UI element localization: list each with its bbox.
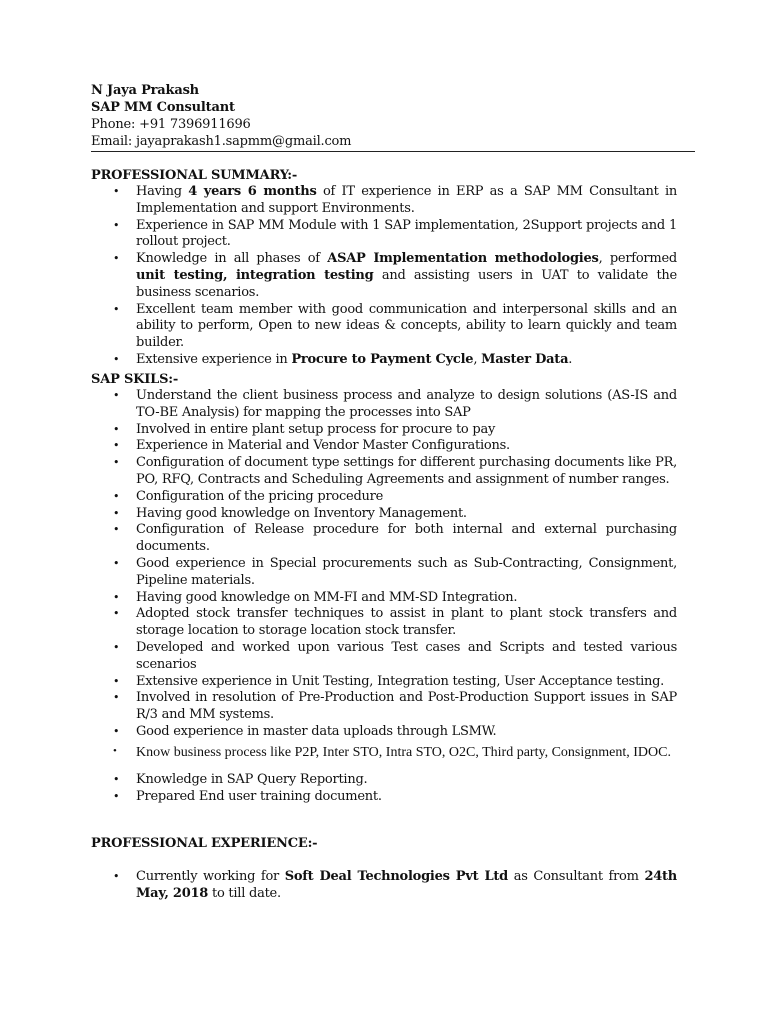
text-run: Having bbox=[136, 184, 189, 199]
bullet-icon: • bbox=[113, 870, 120, 883]
text-run: Excellent team member with good communication and interpersonal skills and an ability to perform, Open to new ideas & concepts, ability to learn quickly and team builder. bbox=[136, 301, 677, 351]
bullet-icon: • bbox=[113, 772, 120, 786]
list-item bbox=[91, 522, 677, 556]
bullet-icon: • bbox=[113, 302, 120, 316]
bullet-icon: • bbox=[113, 252, 120, 266]
skill-text: Having good knowledge on MM-FI and MM-SD Integration. bbox=[136, 589, 518, 605]
bullet-icon: • bbox=[113, 218, 120, 232]
text-run: of IT experience in ERP as a SAP MM Consultant in Implementation and support Environments. bbox=[136, 184, 677, 216]
skill-text: Good experience in Special procurements such as Sub-Contracting, Consignment, Pipeline materials. bbox=[136, 555, 677, 588]
list-item bbox=[91, 422, 677, 439]
text-run: . bbox=[568, 351, 573, 367]
skill-text: Involved in entire plant setup process for procure to pay bbox=[136, 421, 496, 437]
skill-text: Involved in resolution of Pre-Production and Post-Production Support issues in SAP R/3 and MM systems. bbox=[136, 690, 677, 723]
bullet-icon: • bbox=[113, 691, 120, 705]
skills-list bbox=[91, 388, 677, 805]
bullet-icon: • bbox=[113, 590, 120, 604]
list-item bbox=[91, 674, 677, 691]
resume-header bbox=[91, 82, 695, 150]
text-run: Extensive experience in bbox=[136, 351, 292, 367]
bold-text: unit testing, integration testing bbox=[136, 267, 374, 283]
email-line: Email: jayaprakash1.sapmm@gmail.com bbox=[91, 134, 352, 149]
bullet-icon: • bbox=[113, 389, 120, 402]
header-divider bbox=[91, 151, 695, 152]
experience-list bbox=[91, 869, 677, 903]
bullet-icon: • bbox=[113, 674, 120, 688]
bold-text: Soft Deal Technologies Pvt Ltd bbox=[284, 869, 508, 884]
phone-line: Phone: +91 7396911696 bbox=[91, 117, 251, 132]
list-item bbox=[91, 772, 677, 789]
skill-text: Configuration of Release procedure for both internal and external purchasing documents. bbox=[136, 522, 677, 555]
skill-text: Developed and worked upon various Test cases and Scripts and tested various scenarios bbox=[136, 639, 677, 672]
list-item bbox=[91, 556, 677, 590]
skill-text: Configuration of document type settings for different purchasing documents like PR, PO, RFQ, Contracts and Scheduling Agreements and assignment of number ranges. bbox=[136, 455, 677, 487]
list-item bbox=[91, 640, 677, 674]
list-item bbox=[91, 724, 677, 741]
bullet-icon: • bbox=[113, 789, 120, 803]
bullet-icon: • bbox=[113, 489, 120, 503]
text-run: Experience in SAP MM Module with 1 SAP implementation, 2Support projects and 1 rollout project. bbox=[136, 217, 677, 250]
summary-heading: PROFESSIONAL SUMMARY:- bbox=[91, 168, 298, 183]
bold-text: ASAP Implementation methodologies bbox=[327, 251, 599, 267]
skill-text: Configuration of the pricing procedure bbox=[136, 488, 384, 504]
list-item bbox=[91, 352, 677, 369]
list-item bbox=[91, 690, 677, 724]
list-item bbox=[91, 218, 677, 252]
bullet-icon: • bbox=[113, 724, 120, 738]
summary-list bbox=[91, 184, 677, 369]
bullet-icon: • bbox=[113, 744, 117, 757]
text-run: and assisting users in UAT to validate the business scenarios. bbox=[136, 267, 677, 300]
list-item bbox=[91, 455, 677, 489]
text-run: Knowledge in all phases of bbox=[136, 251, 328, 267]
skill-text: Adopted stock transfer techniques to assist in plant to plant stock transfers and storage location to storage location stock transfer. bbox=[136, 606, 677, 639]
list-item bbox=[91, 743, 677, 763]
skill-text: Knowledge in SAP Query Reporting. bbox=[136, 771, 368, 787]
experience-heading: PROFESSIONAL EXPERIENCE:- bbox=[91, 836, 318, 851]
bullet-icon: • bbox=[113, 456, 120, 470]
text-run: , bbox=[473, 351, 482, 367]
candidate-role: SAP MM Consultant bbox=[91, 100, 235, 115]
bullet-icon: • bbox=[113, 352, 120, 366]
list-item bbox=[91, 506, 677, 523]
skill-text: Having good knowledge on Inventory Management. bbox=[136, 505, 467, 521]
list-item bbox=[91, 590, 677, 607]
bullet-icon: • bbox=[113, 439, 120, 453]
text-run: as Consultant from bbox=[508, 869, 645, 884]
bold-text: 4 years 6 months bbox=[188, 184, 317, 199]
list-item bbox=[91, 388, 677, 422]
list-item bbox=[91, 869, 677, 903]
list-item bbox=[91, 606, 677, 640]
bullet-icon: • bbox=[113, 640, 120, 654]
skill-text: Extensive experience in Unit Testing, Integration testing, User Acceptance testing. bbox=[136, 673, 665, 689]
skills-heading: SAP SKILS:- bbox=[91, 372, 179, 387]
bullet-icon: • bbox=[113, 556, 120, 570]
list-item bbox=[91, 438, 677, 455]
skill-text: Prepared End user training document. bbox=[136, 788, 382, 804]
bullet-icon: • bbox=[113, 422, 120, 436]
skill-text: Know business process like P2P, Inter STO, Intra STO, O2C, Third party, Consignment, IDOC. bbox=[136, 744, 671, 760]
skill-text: Experience in Material and Vendor Master Configurations. bbox=[136, 438, 510, 454]
bold-text: Procure to Payment Cycle bbox=[291, 351, 474, 367]
list-item bbox=[91, 789, 677, 806]
skill-text: Good experience in master data uploads through LSMW. bbox=[136, 723, 497, 739]
list-item bbox=[91, 489, 677, 506]
skill-text: Understand the client business process and analyze to design solutions (AS-IS and TO-BE Analysis) for mapping the processes into SAP bbox=[136, 388, 677, 420]
bullet-icon: • bbox=[113, 523, 120, 537]
list-item bbox=[91, 251, 677, 301]
list-item bbox=[91, 184, 677, 218]
bold-text: 24th May, 2018 bbox=[136, 869, 677, 901]
text-run: to till date. bbox=[208, 885, 281, 901]
bullet-icon: • bbox=[113, 506, 120, 520]
bold-text: Master Data bbox=[481, 351, 569, 367]
text-run: , performed bbox=[598, 251, 677, 267]
bullet-icon: • bbox=[113, 607, 120, 621]
text-run: Currently working for bbox=[136, 869, 285, 884]
list-item bbox=[91, 302, 677, 352]
bullet-icon: • bbox=[113, 185, 120, 198]
candidate-name: N Jaya Prakash bbox=[91, 83, 199, 98]
